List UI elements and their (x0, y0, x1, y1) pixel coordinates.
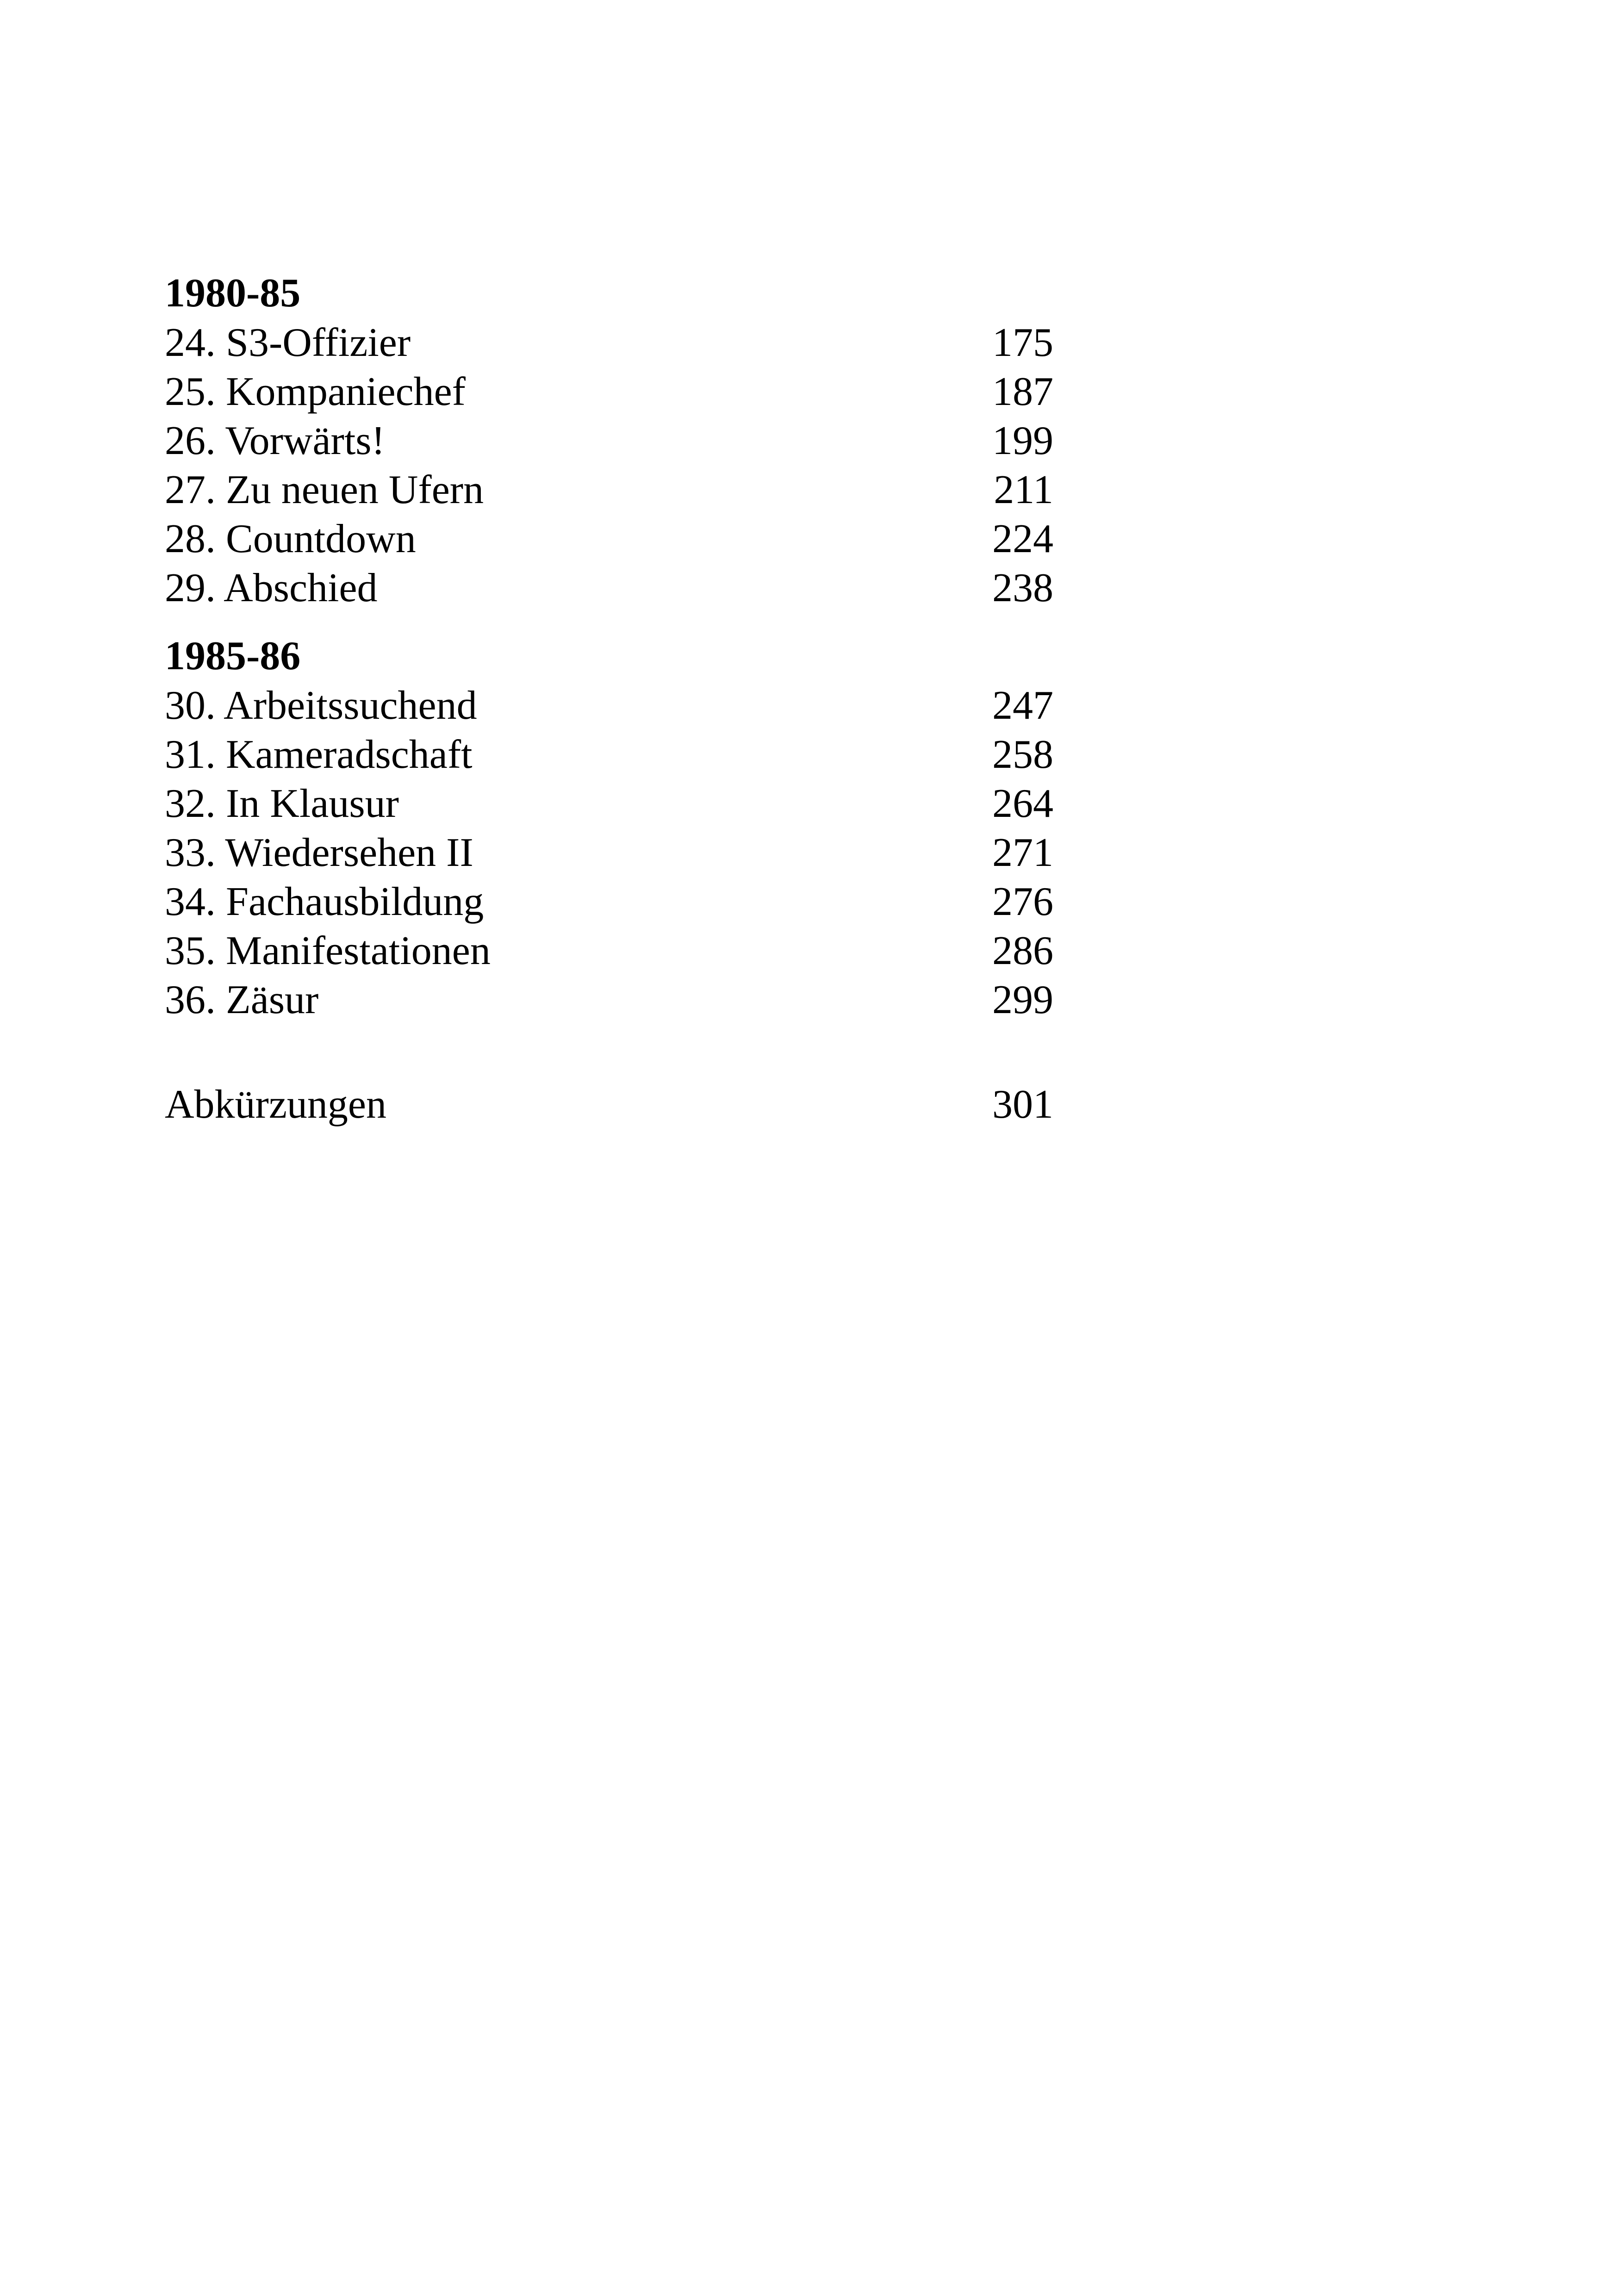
entry-page-number: 276 (992, 879, 1053, 924)
entry-title: 25. Kompaniechef (165, 369, 466, 414)
toc-section-1980-85 (165, 268, 1053, 613)
entry-title: 28. Countdown (165, 516, 416, 561)
toc-entry (165, 564, 1053, 613)
entry-title: 35. Manifestationen (165, 928, 491, 973)
toc-section-1985-86 (165, 631, 1053, 1025)
entry-page-number: 224 (992, 516, 1053, 561)
entry-title: Abkürzungen (165, 1082, 386, 1127)
entry-title: 33. Wiedersehen II (165, 830, 473, 875)
entry-title: 34. Fachausbildung (165, 879, 484, 924)
entry-title: 30. Arbeitssuchend (165, 683, 477, 728)
entry-title: 26. Vorwärts! (165, 418, 385, 463)
toc-entry (165, 730, 1053, 779)
entry-title: 36. Zäsur (165, 977, 319, 1022)
entry-page-number: 258 (992, 732, 1053, 777)
entry-page-number: 286 (992, 928, 1053, 973)
entry-title: 32. In Klausur (165, 781, 399, 826)
toc-entry-appendix (165, 1080, 1053, 1129)
entry-page-number: 264 (992, 781, 1053, 826)
toc-entry (165, 976, 1053, 1025)
section-title: 1980-85 (165, 271, 301, 316)
entry-page-number: 175 (992, 320, 1053, 365)
entry-title: 31. Kameradschaft (165, 732, 473, 777)
toc-entry (165, 877, 1053, 927)
entry-page-number: 199 (992, 418, 1053, 463)
toc-entry (165, 417, 1053, 466)
entry-title: 24. S3-Offizier (165, 320, 411, 365)
entry-page-number: 301 (992, 1082, 1053, 1127)
entry-title: 29. Abschied (165, 566, 378, 610)
toc-entry (165, 318, 1053, 367)
entry-page-number: 299 (992, 977, 1053, 1022)
toc-entry (165, 779, 1053, 828)
entry-page-number: 211 (994, 467, 1053, 512)
entry-page-number: 187 (992, 369, 1053, 414)
table-of-contents (165, 268, 1053, 1129)
entry-page-number: 271 (992, 830, 1053, 875)
section-title: 1985-86 (165, 634, 301, 678)
entry-page-number: 247 (992, 683, 1053, 728)
toc-entry (165, 927, 1053, 976)
entry-page-number: 238 (992, 566, 1053, 610)
entry-title: 27. Zu neuen Ufern (165, 467, 484, 512)
toc-entry (165, 515, 1053, 564)
toc-entry (165, 828, 1053, 877)
toc-entry (165, 681, 1053, 730)
toc-entry (165, 367, 1053, 417)
toc-entry (165, 466, 1053, 515)
